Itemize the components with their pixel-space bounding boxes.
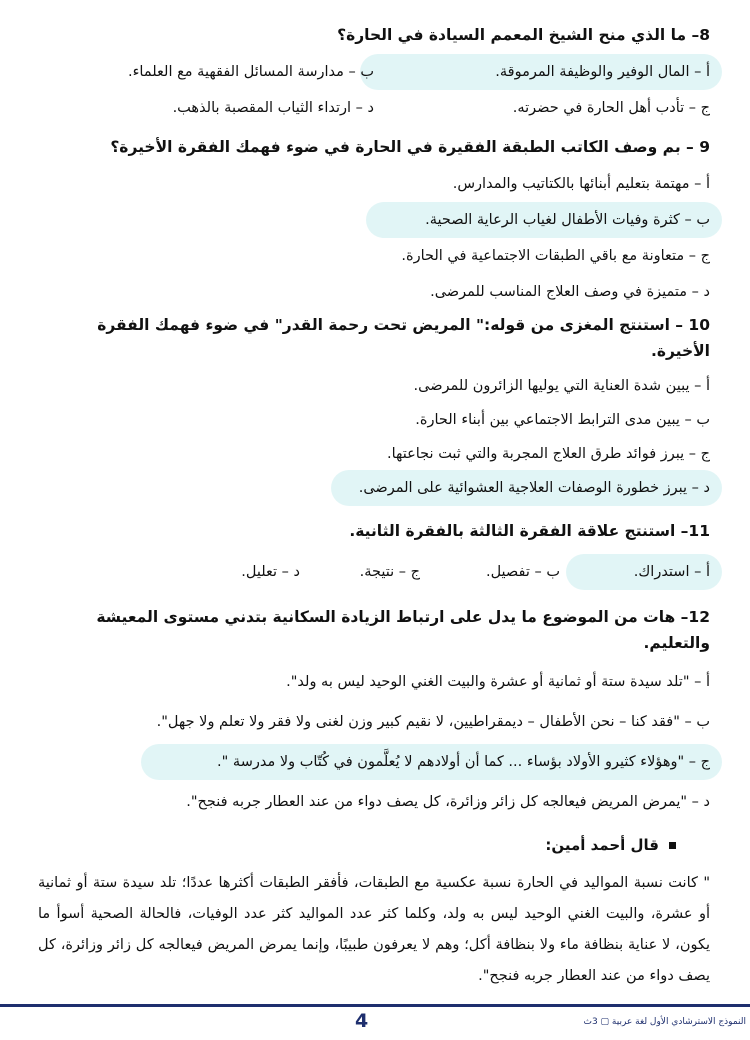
- question-8-option-b[interactable]: ب – مدارسة المسائل الفقهية مع العلماء.: [128, 64, 374, 80]
- question-10-option-d[interactable]: د – يبرز خطورة الوصفات العلاجية العشوائية على المرضى.: [345, 476, 710, 500]
- quote-title: قال أحمد أمين:: [545, 836, 659, 854]
- page-number: 4: [355, 1010, 369, 1032]
- question-8-option-c[interactable]: ج – تأدب أهل الحارة في حضرته.: [512, 100, 710, 116]
- question-8-title: 8– ما الذي منح الشيخ المعمم السيادة في الحارة؟: [337, 26, 710, 44]
- question-8-option-d[interactable]: د – ارتداء الثياب المقصبة بالذهب.: [172, 100, 374, 116]
- question-11-option-d[interactable]: د – تعليل.: [241, 564, 300, 580]
- question-9-title: 9 – بم وصف الكاتب الطبقة الفقيرة في الحارة في ضوء فهمك الفقرة الأخيرة؟: [110, 138, 710, 156]
- question-11-title: 11– استنتج علاقة الفقرة الثالثة بالفقرة الثانية.: [349, 522, 710, 540]
- question-9-option-a[interactable]: أ – مهتمة بتعليم أبنائها بالكتاتيب والمدارس.: [452, 176, 710, 192]
- question-11-options-row: [38, 560, 710, 584]
- footer-divider: [0, 1004, 750, 1007]
- question-12-option-a[interactable]: أ – "تلد سيدة ستة أو ثمانية أو عشرة والبيت الغني الوحيد ليس به ولد".: [286, 674, 710, 690]
- question-11-option-c[interactable]: ج – نتيجة.: [359, 564, 420, 580]
- footer-caption: النموذج الاسترشادي الأول لغة عربية ▢ 3ث: [583, 1017, 746, 1027]
- question-8-option-a[interactable]: أ – المال الوفير والوظيفة المرموقة.: [374, 60, 710, 84]
- question-9-option-c[interactable]: ج – متعاونة مع باقي الطبقات الاجتماعية في الحارة.: [401, 248, 710, 264]
- bullet-square-icon: [669, 842, 676, 849]
- question-10-option-c[interactable]: ج – يبرز فوائد طرق العلاج المجربة والتي ثبت نجاعتها.: [387, 446, 710, 462]
- question-12-option-b[interactable]: ب – "فقد كنا – نحن الأطفال – ديمقراطيين، لا نقيم كبير وزن لغنى ولا فقر ولا تعلم ولا جهل".: [156, 714, 710, 730]
- question-11-option-a[interactable]: أ – استدراك.: [580, 560, 710, 584]
- question-11-option-b[interactable]: ب – تفصيل.: [485, 564, 560, 580]
- question-9-option-d[interactable]: د – متميزة في وصف العلاج المناسب للمرضى.: [430, 284, 710, 300]
- question-10-title: 10 – استنتج المغزى من قوله:" المريض تحت رحمة القدر" في ضوء فهمك الفقرة الأخيرة.: [97, 316, 710, 360]
- question-9-option-b[interactable]: ب – كثرة وفيات الأطفال لغياب الرعاية الصحية.: [380, 208, 710, 232]
- question-12-option-c[interactable]: ج – "وهؤلاء كثيرو الأولاد بؤساء ... كما أن أولادهم لا يُعلَّمون في كُتّاب ولا مدرسة ".: [155, 750, 710, 774]
- question-8-options-row-1: [38, 60, 710, 84]
- question-12-title: 12– هات من الموضوع ما يدل على ارتباط الزيادة السكانية بتدني مستوى المعيشة والتعليم.: [96, 608, 710, 652]
- question-8-options-row-2: [38, 96, 710, 120]
- quote-paragraph: " كانت نسبة المواليد في الحارة نسبة عكسية مع الطبقات، فأفقر الطبقات أكثرها عددًا؛ تلد سيدة ستة أو ثمانية أو عشرة، والبيت الغني الوحيد ليس به ولد، وكلما كثر عدد المواليد كثر عدد الوفيات، فالحالة الصحية أسوأ ما يكون، لا عناية بنظافة ماء ولا بنظافة أكل؛ وهم لا يعرفون طبيبًا، وإنما يمرض المريض فيعالجه كل زائر وزائرة، كل يصف دواء من عند العطار جربه فنجح".: [38, 875, 710, 984]
- quote-heading: [38, 836, 710, 854]
- question-12-option-d[interactable]: د – "يمرض المريض فيعالجه كل زائر وزائرة، كل يصف دواء من عند العطار جربه فنجح".: [186, 794, 710, 810]
- question-10-option-a[interactable]: أ – يبين شدة العناية التي يوليها الزائرون للمرضى.: [413, 378, 710, 394]
- question-10-option-b[interactable]: ب – يبين مدى الترابط الاجتماعي بين أبناء الحارة.: [415, 412, 710, 428]
